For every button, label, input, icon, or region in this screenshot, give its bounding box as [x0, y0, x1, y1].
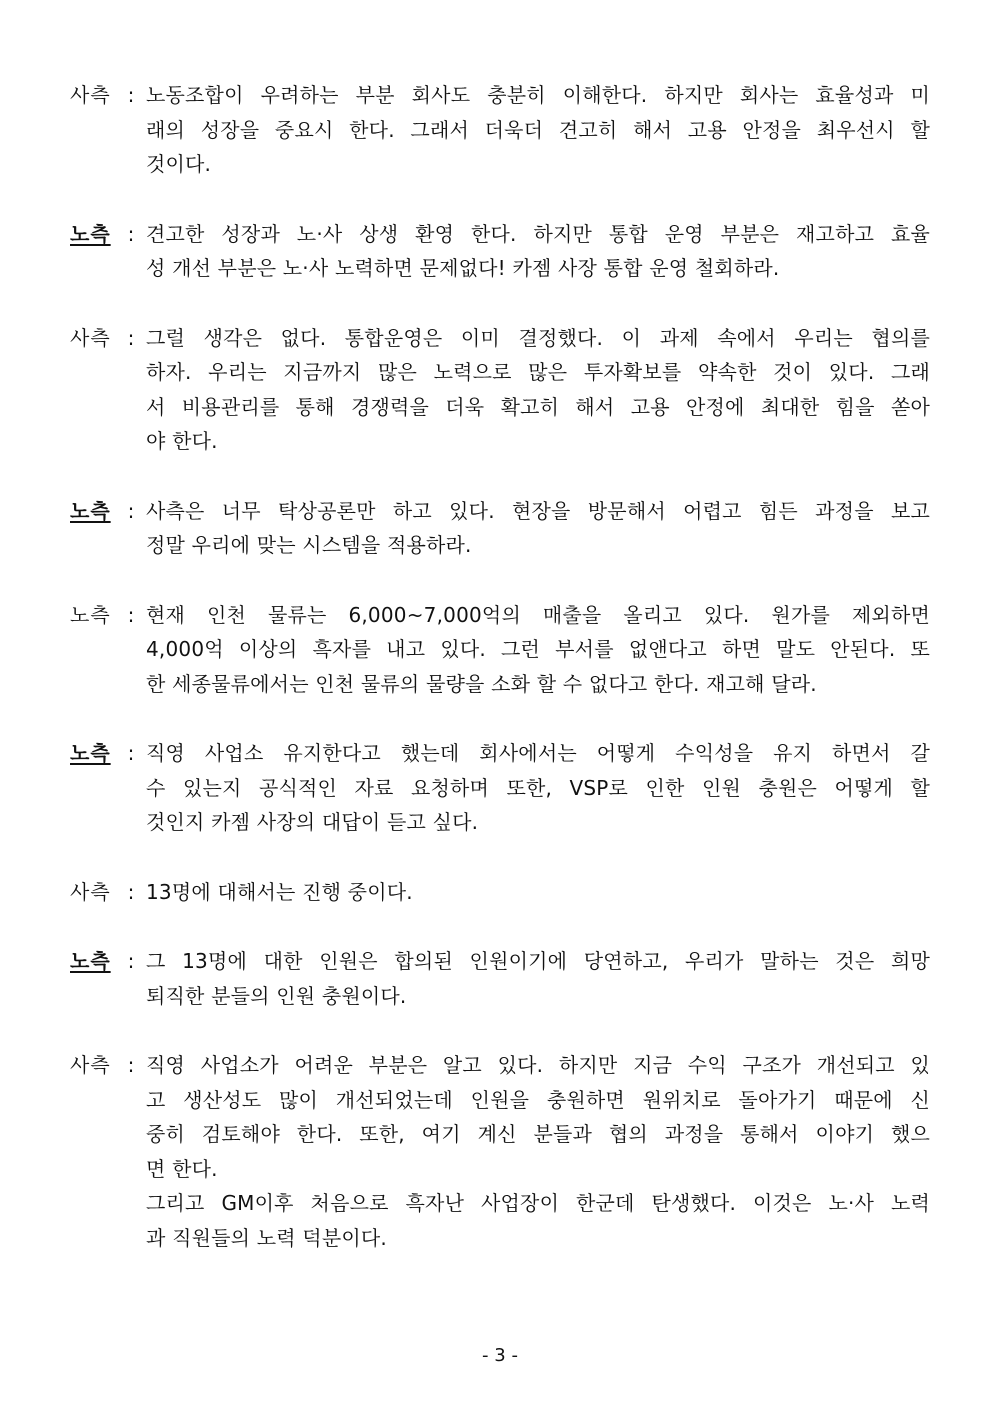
- statement-line: 사측은 너무 탁상공론만 하고 있다. 현장을 방문해서 어렵고 힘든 과정을 보고: [146, 498, 930, 523]
- dialogue-entry: [70, 736, 930, 840]
- statement-line: 고 생산성도 많이 개선되었는데 인원을 충원하면 원위치로 돌아가기 때문에 신: [146, 1087, 930, 1112]
- dialogue-entry: [70, 321, 930, 459]
- speaker-separator: :: [127, 325, 135, 350]
- statement-line: 야 한다.: [146, 429, 218, 453]
- speaker-separator: :: [127, 221, 135, 246]
- statement-line: 퇴직한 분들의 인원 충원이다.: [146, 983, 407, 1008]
- speaker-label: 사측: [70, 83, 111, 107]
- speaker-separator: :: [127, 83, 135, 107]
- statement-line: 것이다.: [146, 152, 212, 176]
- statement-line: 것인지 카젬 사장의 대답이 듣고 싶다.: [146, 810, 479, 834]
- statement-line: 서 비용관리를 통해 경쟁력을 더욱 확고히 해서 고용 안정에 최대한 힘을 쏟아: [146, 394, 930, 419]
- dialogue-entry: [70, 1048, 930, 1255]
- statement-text: [146, 78, 930, 182]
- dialogue-entry: [70, 494, 930, 563]
- statement-text: [146, 875, 930, 910]
- statement-line: 그 13명에 대한 인원은 합의된 인원이기에 당연하고, 우리가 말하는 것은 희망: [146, 949, 930, 973]
- speaker-label: 노측: [70, 221, 111, 246]
- statement-line: 수 있는지 공식적인 자료 요청하며 또한, VSP로 인한 인원 충원은 어떻게 할: [146, 775, 930, 800]
- statement-line: 그리고 GM이후 처음으로 흑자난 사업장이 한군데 탄생했다. 이것은 노·사 노력: [146, 1191, 930, 1215]
- dialogue-list: [70, 78, 930, 1290]
- statement-line: 견고한 성장과 노·사 상생 환영 한다. 하지만 통합 운영 부분은 재고하고 효율: [146, 221, 930, 246]
- statement-line: 한 세종물류에서는 인천 물류의 물량을 소화 할 수 없다고 한다. 재고해 달라.: [146, 671, 817, 696]
- statement-line: 13명에 대해서는 진행 중이다.: [146, 879, 413, 904]
- statement-text: [146, 736, 930, 840]
- page-number: - 3 -: [482, 1345, 518, 1366]
- statement-line: 노동조합이 우려하는 부분 회사도 충분히 이해한다. 하지만 회사는 효율성과 미: [146, 83, 930, 107]
- statement-text: [146, 944, 930, 1013]
- speaker-separator: :: [127, 498, 135, 523]
- statement-line: 하자. 우리는 지금까지 많은 노력으로 많은 투자확보를 약속한 것이 있다. 그래: [146, 360, 930, 384]
- speaker-separator: :: [127, 879, 135, 904]
- statement-line: 래의 성장을 중요시 한다. 그래서 더욱더 견고히 해서 고용 안정을 최우선시 할: [146, 117, 930, 142]
- statement-text: [146, 217, 930, 286]
- speaker-separator: :: [127, 602, 135, 627]
- dialogue-entry: [70, 944, 930, 1013]
- statement-text: [146, 494, 930, 563]
- speaker-label: 노측: [70, 949, 111, 973]
- speaker-separator: :: [127, 741, 135, 765]
- speaker-label: 사측: [70, 325, 111, 350]
- statement-line: 면 한다.: [146, 1156, 218, 1181]
- speaker-label: 사측: [70, 1053, 111, 1077]
- statement-line: 과 직원들의 노력 덕분이다.: [146, 1225, 387, 1250]
- statement-line: 현재 인천 물류는 6,000~7,000억의 매출을 올리고 있다. 원가를 제외하면: [146, 602, 930, 627]
- statement-line: 직영 사업소가 어려운 부분은 알고 있다. 하지만 지금 수익 구조가 개선되고 있: [146, 1053, 930, 1077]
- dialogue-entry: [70, 217, 930, 286]
- statement-text: [146, 598, 930, 702]
- speaker-label: 노측: [70, 498, 111, 523]
- dialogue-entry: [70, 598, 930, 702]
- statement-line: 중히 검토해야 한다. 또한, 여기 계신 분들과 협의 과정을 통해서 이야기 했으: [146, 1122, 930, 1146]
- statement-line: 4,000억 이상의 흑자를 내고 있다. 그런 부서를 없앤다고 하면 말도 안된다. 또: [146, 637, 930, 661]
- speaker-label: 노측: [70, 602, 111, 627]
- dialogue-entry: [70, 875, 930, 910]
- statement-text: [146, 1048, 930, 1255]
- statement-line: 직영 사업소 유지한다고 했는데 회사에서는 어떻게 수익성을 유지 하면서 갈: [146, 741, 930, 765]
- statement-line: 성 개선 부분은 노·사 노력하면 문제없다! 카젬 사장 통합 운영 철회하라.: [146, 256, 780, 280]
- speaker-label: 사측: [70, 879, 111, 904]
- dialogue-entry: [70, 78, 930, 182]
- speaker-label: 노측: [70, 741, 111, 765]
- statement-line: 그럴 생각은 없다. 통합운영은 이미 결정했다. 이 과제 속에서 우리는 협의를: [146, 325, 930, 350]
- statement-line: 정말 우리에 맞는 시스템을 적용하라.: [146, 533, 472, 557]
- speaker-separator: :: [127, 949, 135, 973]
- statement-text: [146, 321, 930, 459]
- speaker-separator: :: [127, 1053, 135, 1077]
